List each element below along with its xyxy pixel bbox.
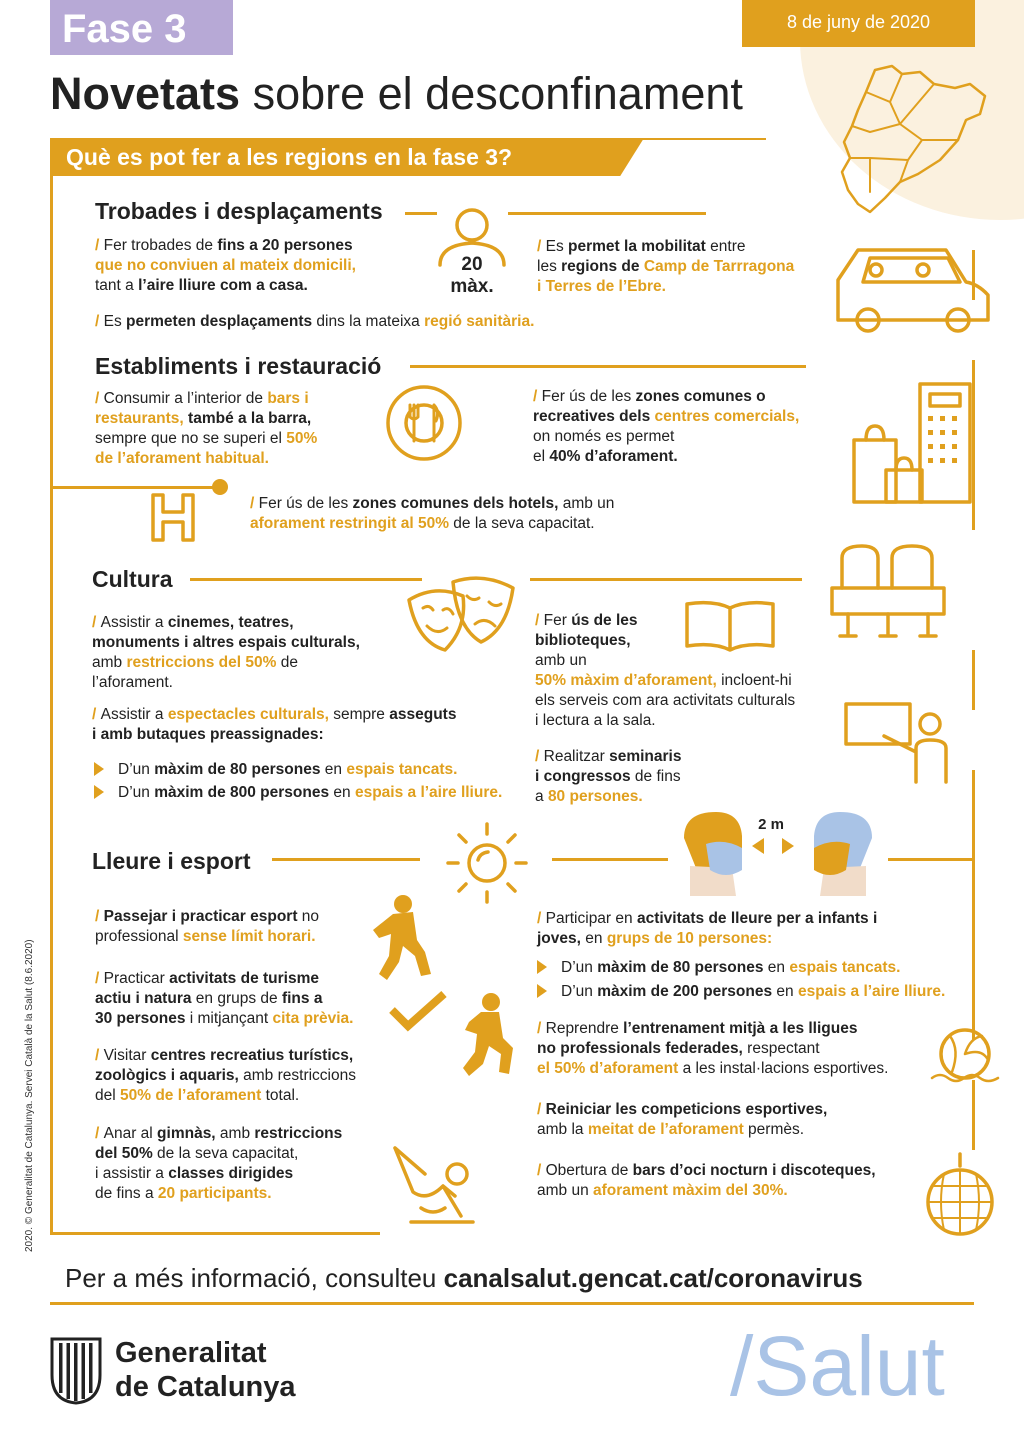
frame-line-right-2 [972,650,975,710]
lleure-line-2 [552,858,668,861]
trobades-item-2: / Es permet la mobilitat entre les regions de Camp de Tarrragona i Terres de l’Ebre. [537,238,795,295]
yoga-icon [385,1138,485,1228]
shopping-building-icon [850,378,975,508]
trobades-item-3: / Es permeten desplaçaments dins la mateixa regió sanitària. [95,313,535,330]
lleure-item-8: / Obertura de bars d’oci nocturn i discoteques, amb un aforament màxim del 30%. [537,1162,876,1199]
section-title-cultura: Cultura [92,566,173,592]
presenter-icon [842,698,962,788]
cultura-item-4: / Realitzar seminaris i congressos de fins a 80 persones. [535,748,682,805]
establiments-item-1: / Consumir a l’interior de bars i restaurants, també a la barra, sempre que no se superi el 50% de l’aforament habitual. [95,390,318,467]
generalitat-logo-icon [50,1337,102,1405]
section-title-establiments: Establiments i restauració [95,353,382,379]
theatre-masks-icon [405,570,520,665]
lleure-item-3: / Visitar centres recreatius turístics, zoològics i aquaris, amb restriccions del 50% de l’aforament total. [95,1047,356,1104]
arrow-right-icon [782,838,794,854]
cultura-bullet-1: D’un màxim de 80 persones en espais tancats. [94,760,524,780]
lleure-item-7: / Reiniciar les competicions esportives, amb la meitat de l’aforament permès. [537,1101,828,1138]
date-text: 8 de juny de 2020 [786,12,931,32]
mask-person-left-icon [676,808,756,898]
person-icon-number: 20 [461,254,483,275]
trobades-line-2 [508,212,706,215]
lleure-item-5: / Participar en activitats de lleure per a infants i joves, en grups de 10 persones: [537,910,878,947]
info-line: Per a més informació, consulteu canalsalut.gencat.cat/coronavirus [65,1263,863,1293]
establiments-item-3: / Fer ús de les zones comunes dels hotels, amb un aforament restringit al 50% de la seva capacitat. [250,495,615,532]
restaurant-icon [384,383,464,463]
volleyball-icon [930,1026,1000,1086]
distance-label: 2 m [758,816,784,833]
disco-ball-icon [920,1150,1000,1240]
lleure-item-2: / Practicar activitats de turisme actiu i natura en grups de fins a 30 persones i mitjançant cita prèvia. [95,970,354,1027]
frame-line-bottom [50,1232,380,1235]
page-title: Novetats sobre el desconfinament [50,68,743,119]
trobades-item-1: / Fer trobades de fins a 20 persones que no conviuen al mateix domicili, tant a l’aire lliure com a casa. [95,237,356,294]
lleure-item-4: / Anar al gimnàs, amb restriccions del 50% de la seva capacitat, i assistir a classes dirigides de fins a 20 participants. [95,1125,343,1202]
cultura-bullet-2: D’un màxim de 800 persones en espais a l’aire lliure. [94,783,524,803]
logo-line-2: de Catalunya [115,1371,296,1403]
lleure-bullet-1: D’un màxim de 80 persones en espais tancats. [537,958,957,978]
car-icon [828,240,998,335]
lleure-item-6: / Reprendre l’entrenament mitjà a les lligues no professionals federades, respectant el 50% d’aforament a les instal·lacions esportives. [537,1020,889,1077]
catalonia-map-icon [830,62,1000,217]
hiker-icon [455,990,520,1080]
lleure-line-1 [272,858,420,861]
section-title-lleure: Lleure i esport [92,848,251,874]
salut-logo: /Salut [730,1319,945,1413]
sun-icon [444,820,530,906]
frame-line-right-4 [972,1080,975,1150]
person-icon-label: màx. [450,276,494,297]
establiments-line [410,365,806,368]
hotel-line-dot [212,479,228,495]
frame-line-left [50,176,53,1234]
footer-divider [50,1302,974,1305]
mask-person-right-icon [800,808,880,898]
establiments-item-2: / Fer ús de les zones comunes o recreatives dels centres comercials, on només es permet el 40% d’aforament. [533,388,800,465]
frame-line-top [50,138,766,140]
frame-line-right-3 [972,770,975,1040]
lleure-bullet-2: D’un màxim de 200 persones en espais a l’aire lliure. [537,982,957,1002]
copyright-text: 2020. © Generalitat de Catalunya. Servei Català de la Salut (8.6.2020) [24,939,35,1252]
hotel-line [50,486,220,489]
cultura-item-3: / Fer ús de les biblioteques, amb un 50% màxim d’aforament, incloent-hi els serveis com ara activitats culturals i lectura a la sala. [535,612,796,729]
cultura-item-2: / Assistir a espectacles culturals, sempre asseguts i amb butaques preassignades: [92,706,457,743]
section-title-trobades: Trobades i desplaçaments [95,198,383,224]
lleure-item-1: / Passejar i practicar esport no professional sense límit horari. [95,908,320,945]
cultura-line-2 [530,578,802,581]
phase-badge-text: Fase 3 [62,7,187,51]
hotel-icon [148,490,198,545]
subtitle-text: Què es pot fer a les regions en la fase 3? [66,144,513,170]
lleure-line-3 [888,858,972,861]
arrow-left-icon [752,838,764,854]
cinema-seats-icon [828,540,948,645]
cultura-item-1: / Assistir a cinemes, teatres, monuments i altres espais culturals, amb restriccions del 50% de l’aforament. [92,614,360,691]
checkmark-icon [388,990,448,1035]
info-link[interactable]: canalsalut.gencat.cat/coronavirus [443,1263,863,1293]
logo-line-1: Generalitat [115,1337,267,1369]
cultura-line-1 [190,578,422,581]
